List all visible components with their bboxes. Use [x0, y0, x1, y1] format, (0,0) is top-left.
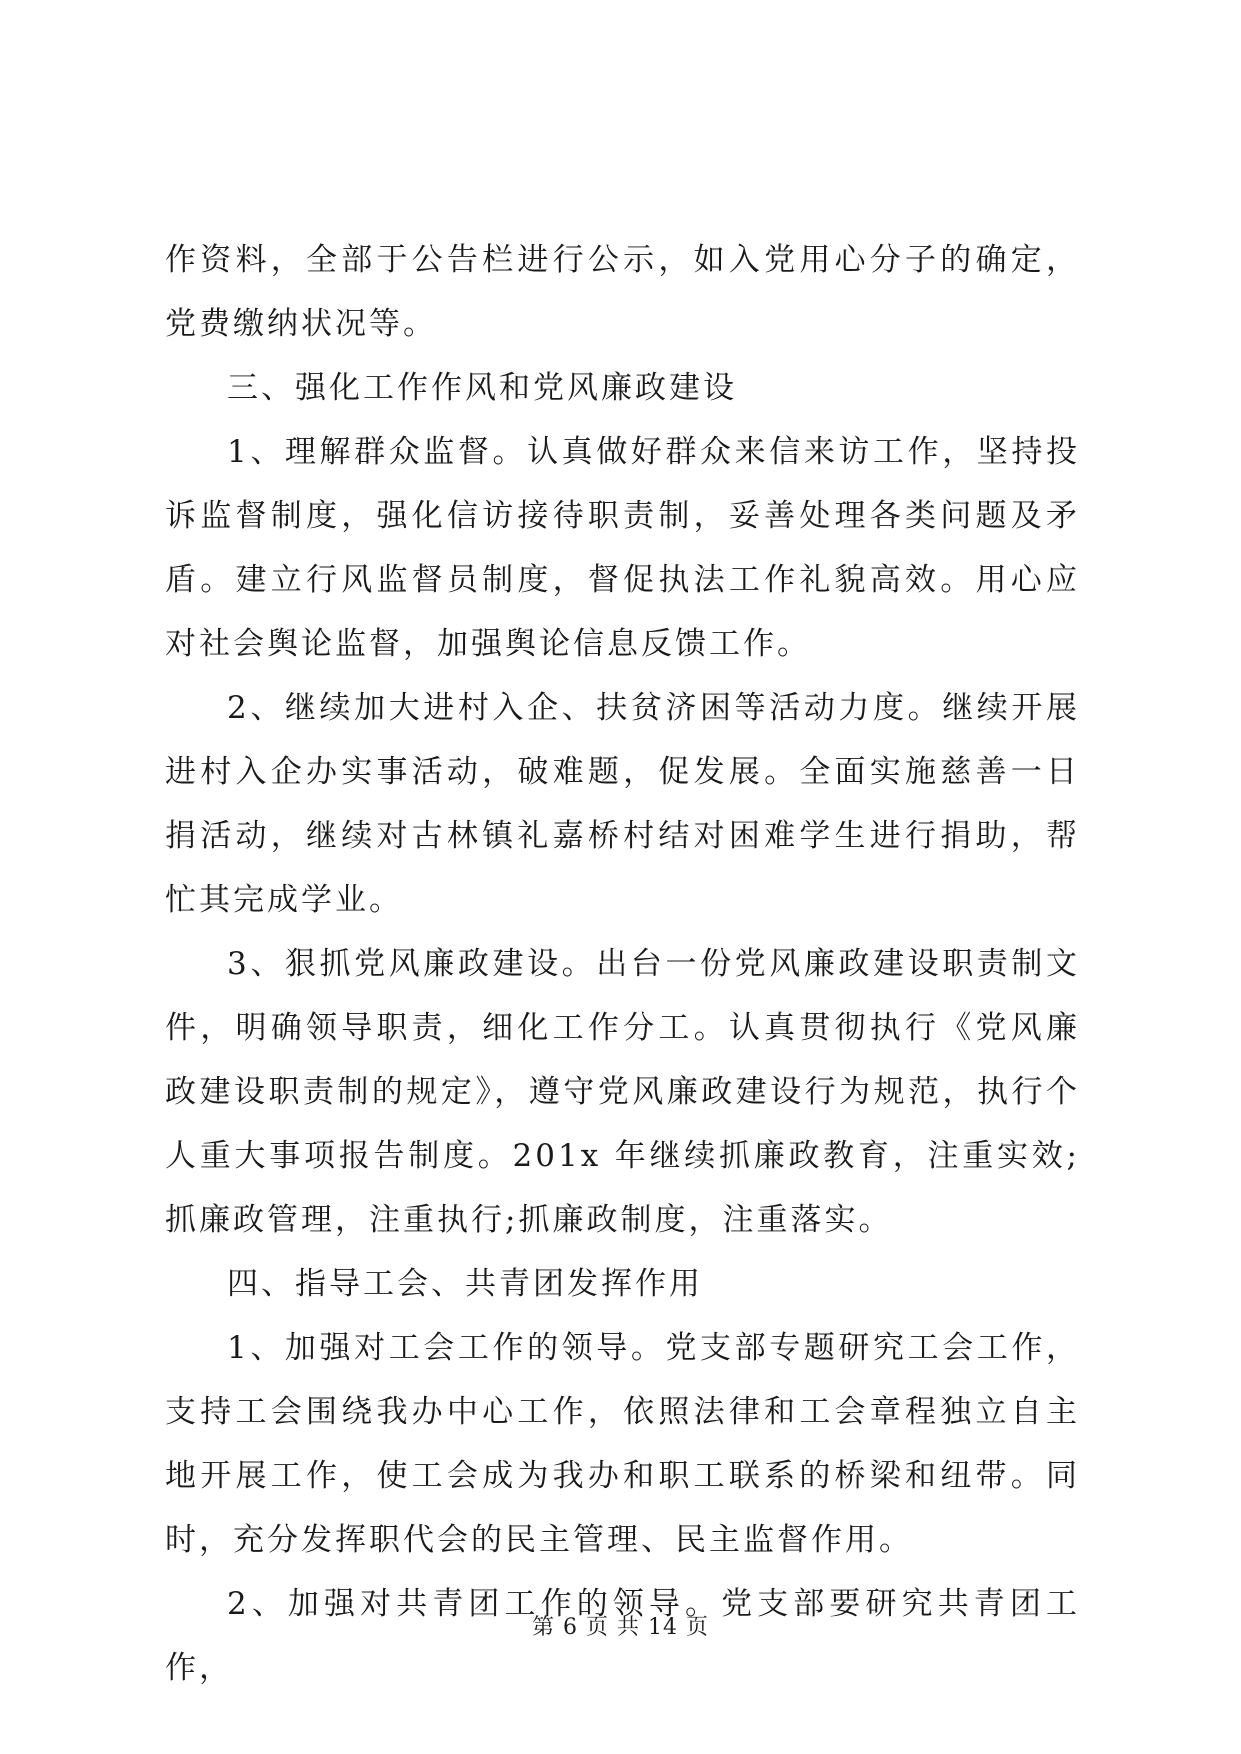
paragraph-continuation: 作资料，全部于公告栏进行公示，如入党用心分子的确定，党费缴纳状况等。	[165, 242, 1080, 342]
paragraph-youth-league: 2、加强对共青团工作的领导。党支部要研究共青团工作，	[165, 1586, 1080, 1686]
paragraph-village-poverty-relief: 2、继续加大进村入企、扶贫济困等活动力度。继续开展进村入企办实事活动，破难题，促发展。全面实施慈善一日捐活动，继续对古林镇礼嘉桥村结对困难学生进行捐助，帮忙其完成学业。	[165, 690, 1080, 918]
paragraph-mass-supervision: 1、理解群众监督。认真做好群众来信来访工作，坚持投诉监督制度，强化信访接待职责制，妥善处理各类问题及矛盾。建立行风监督员制度，督促执法工作礼貌高效。用心应对社会舆论监督，加强舆论信息反馈工作。	[165, 434, 1080, 662]
paragraph-trade-union: 1、加强对工会工作的领导。党支部专题研究工会工作，支持工会围绕我办中心工作，依照法律和工会章程独立自主地开展工作，使工会成为我办和职工联系的桥梁和纽带。同时，充分发挥职代会的民主管理、民主监督作用。	[165, 1330, 1080, 1558]
paragraph-clean-governance: 3、狠抓党风廉政建设。出台一份党风廉政建设职责制文件，明确领导职责，细化工作分工。认真贯彻执行《党风廉政建设职责制的规定》，遵守党风廉政建设行为规范，执行个人重大事项报告制度。201x 年继续抓廉政教育，注重实效;抓廉政管理，注重执行;抓廉政制度，注重落实。	[165, 946, 1080, 1238]
section-heading-three: 三、强化工作作风和党风廉政建设	[227, 370, 737, 406]
page-footer: 第 6 页 共 14 页	[532, 1615, 709, 1640]
document-body	[165, 228, 1080, 1700]
section-heading-four: 四、指导工会、共青团发挥作用	[227, 1266, 703, 1302]
